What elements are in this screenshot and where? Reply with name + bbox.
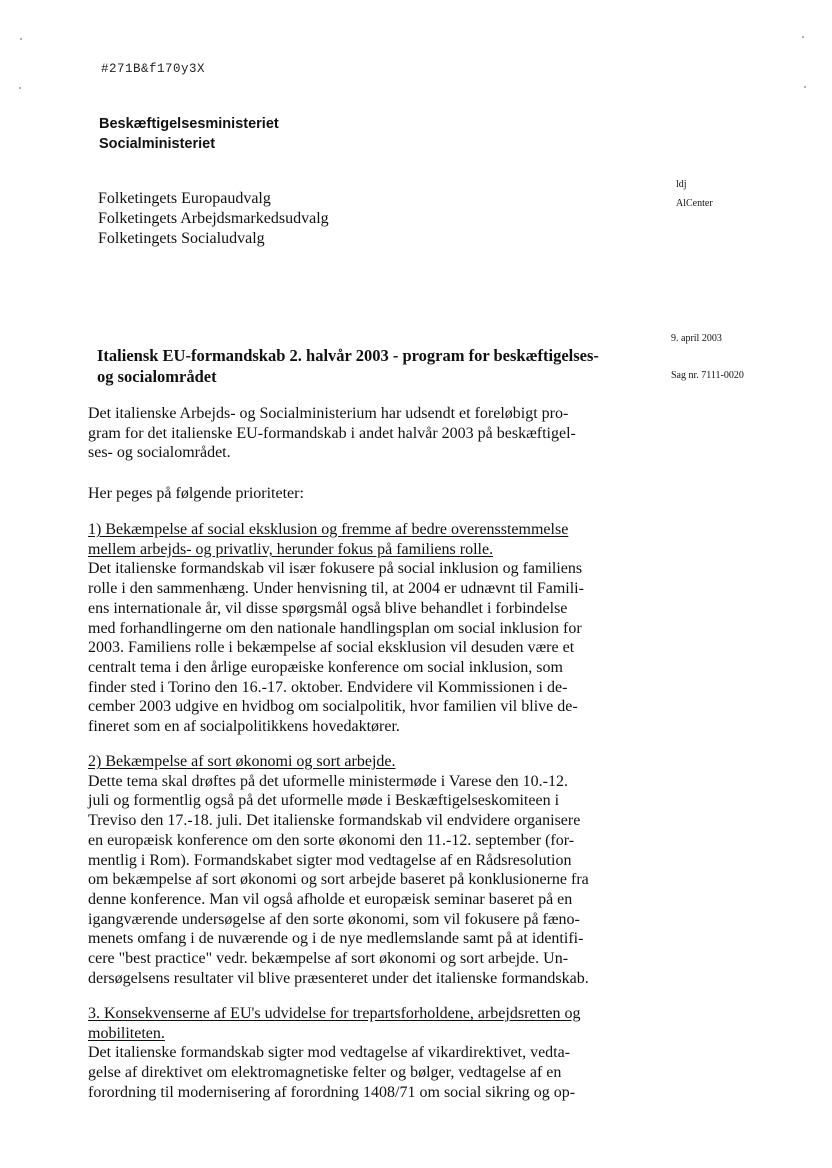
section-heading-line: 3. Konsekvenserne af EU's udvidelse for trepartsforholdene, arbejdsretten og — [88, 1005, 581, 1022]
section-1 — [88, 520, 618, 737]
recipient: Folketingets Socialudvalg — [98, 230, 265, 247]
document-title — [97, 345, 617, 387]
section-heading-line: mellem arbejds- og privatliv, herunder fokus på familiens rolle. — [88, 540, 494, 558]
text-line: dersøgelsens resultater vil blive præsenteret under det italienske formandskab. — [88, 969, 589, 987]
text-line: Treviso den 17.-18. juli. Det italienske formandskab vil endvidere organisere — [88, 812, 581, 830]
initials: ldj — [676, 179, 687, 190]
text-line: mentlig i Rom). Formandskabet sigter mod vedtagelse af en Rådsresolution — [88, 851, 572, 869]
ministry-header — [99, 114, 279, 154]
text-line: 2003. Familiens rolle i bekæmpelse af social eksklusion vil desuden være et — [88, 639, 575, 657]
section-heading-line: 1) Bekæmpelse af social eksklusion og fremme af bedre overensstemmelse — [88, 521, 569, 538]
priorities-intro — [88, 484, 618, 504]
text-line: rolle i den sammenhæng. Under henvisning til, at 2004 er udnævnt til Famili- — [88, 580, 584, 598]
text-line: centralt tema i den årlige europæiske konference om social inklusion, som — [88, 658, 563, 676]
section-heading-line: 2) Bekæmpelse af sort økonomi og sort arbejde. — [88, 753, 396, 770]
recipients-block — [98, 189, 329, 249]
text-line: forordning til modernisering af forordning 1408/71 om social sikring og op- — [88, 1083, 576, 1101]
ministry-name: Beskæftigelsesministeriet — [99, 116, 279, 132]
text-line: cere "best practice" vedr. bekæmpelse af sort økonomi og sort arbejde. Un- — [88, 950, 569, 968]
title-line: og socialområdet — [97, 367, 217, 386]
recipient: Folketingets Europaudvalg — [98, 190, 271, 207]
text-line: Det italienske formandskab sigter mod vedtagelse af vikardirektivet, vedta- — [88, 1044, 571, 1062]
department: AlCenter — [676, 198, 713, 209]
text-line: Her peges på følgende prioriteter: — [88, 485, 304, 502]
text-line: gram for det italienske EU-formandskab i andet halvår 2003 på beskæftigel- — [88, 424, 576, 442]
section-3 — [88, 1004, 618, 1103]
text-line: igangværende undersøgelse af den sorte økonomi, som vil fokusere på fæno- — [88, 910, 580, 928]
text-line: om bekæmpelse af sort økonomi og sort arbejde baseret på konklusionerne fra — [88, 871, 589, 889]
section-2 — [88, 752, 618, 988]
text-line: cember 2003 udgive en hvidbog om socialpolitik, hvor familien vil blive de- — [88, 698, 578, 716]
text-line: med forhandlingerne om den nationale handlingsplan om social inklusion for — [88, 619, 582, 637]
document-id: #271B&f170y3X — [101, 62, 206, 76]
text-line: Dette tema skal drøftes på det uformelle ministermøde i Varese den 10.-12. — [88, 772, 568, 790]
text-line: fineret som en af socialpolitikkens hovedaktører. — [88, 718, 400, 736]
text-line: gelse af direktivet om elektromagnetiske felter og bølger, vedtagelse af en — [88, 1064, 562, 1082]
text-line: ses- og socialområdet. — [88, 444, 231, 462]
scan-speck — [802, 36, 804, 38]
text-line: Det italienske formandskab vil især fokusere på social inklusion og familiens — [88, 560, 583, 578]
scan-speck — [20, 38, 22, 40]
text-line: menets omfang i de nuværende og i de nye medlemslande samt på at identifi- — [88, 930, 584, 948]
scan-speck — [804, 86, 806, 88]
sender-reference — [676, 175, 713, 213]
scan-speck — [19, 87, 21, 89]
text-line: Det italienske Arbejds- og Socialministerium har udsendt et foreløbigt pro- — [88, 405, 569, 422]
document-date: 9. april 2003 — [671, 333, 722, 344]
title-line: Italiensk EU-formandskab 2. halvår 2003 - program for beskæftigelses- — [97, 346, 599, 365]
case-number: Sag nr. 7111-0020 — [671, 370, 744, 381]
ministry-name: Socialministeriet — [99, 136, 216, 152]
text-line: ens internationale år, vil disse spørgsmål også blive behandlet i forbindelse — [88, 599, 568, 617]
text-line: juli og formentlig også på det uformelle møde i Beskæftigelseskomiteen i — [88, 792, 560, 810]
intro-paragraph — [88, 404, 618, 463]
section-heading-line: mobiliteten. — [88, 1024, 165, 1042]
text-line: en europæisk konference om den sorte økonomi den 11.-12. september (for- — [88, 831, 575, 849]
recipient: Folketingets Arbejdsmarkedsudvalg — [98, 210, 329, 227]
text-line: denne konference. Man vil også afholde et europæisk seminar baseret på en — [88, 890, 573, 908]
text-line: finder sted i Torino den 16.-17. oktober. Endvidere vil Kommissionen i de- — [88, 678, 568, 696]
